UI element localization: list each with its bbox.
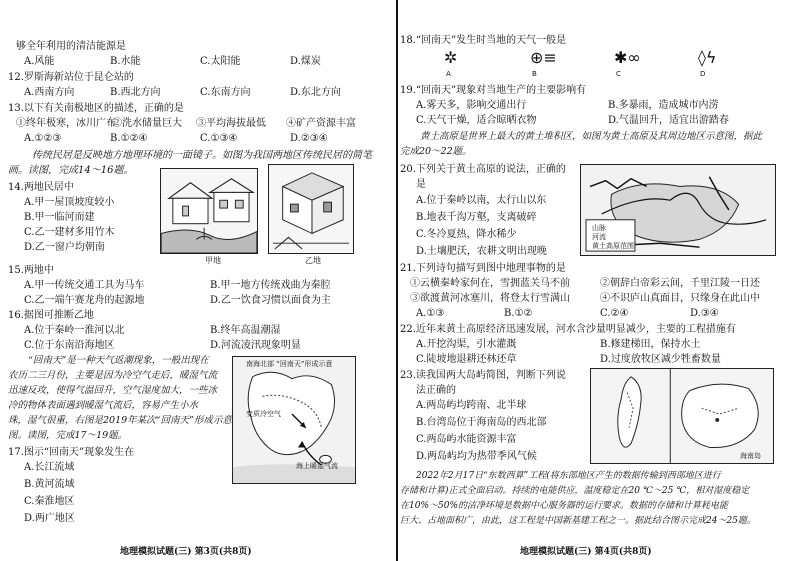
- legend-loess-extent: 黄土高原范围: [592, 242, 634, 250]
- dwelling-jia-drawing: [161, 169, 257, 253]
- q15-stem: 15.两地中: [8, 265, 54, 276]
- intro-17-line-2: 农历二三月份，主要是因为冷空气走后，暖湿气流: [8, 370, 218, 381]
- q13-option-c: C.①③④: [200, 133, 238, 144]
- snow-weather-icon: ✱∞: [614, 48, 641, 67]
- q23-option-c: C.两岛屿水能资源丰富: [416, 434, 517, 445]
- q19-option-b: B.多暴雨，造成城市内涝: [608, 100, 719, 111]
- q19-option-c: C.天气干燥，适合晾晒衣物: [416, 115, 537, 126]
- q20-stem: 20.下列关于黄土高原的说法，正确的: [400, 164, 566, 175]
- q14-option-a: A.甲一屋顶坡度较小: [24, 197, 115, 208]
- q18-option-b: B: [532, 70, 537, 78]
- q20-option-d: D.土壤肥沃，农耕文明出现晚: [416, 246, 547, 257]
- q22-option-a: A.开挖沟渠，引水灌溉: [416, 339, 517, 350]
- q13-item-4: ④矿产资源丰富: [286, 118, 356, 129]
- q14-option-d: D.乙一窗户均朝南: [24, 242, 105, 253]
- legend-rivers: 河流: [592, 233, 606, 241]
- q16-option-a: A.位于秦岭一淮河以北: [24, 325, 125, 336]
- islands-map-drawing: [591, 369, 773, 463]
- q20-stem-cont: 是: [416, 179, 426, 190]
- q23-stem: 23.读我国两大岛屿简图，判断下列说: [400, 370, 566, 381]
- left-page-footer: 地理模拟试题(三) 第3页(共8页): [120, 547, 252, 557]
- q17-option-c: C.秦淮地区: [24, 496, 75, 507]
- q21-item-2: ②朝辞白帝彩云间，千里江陵一日还: [600, 278, 760, 289]
- rain-fog-weather-icon: ⊕≡: [530, 48, 557, 67]
- q15-option-a: A.甲一传统交通工具为马车: [24, 280, 145, 291]
- q16-option-b: B.终年高温潮湿: [210, 325, 281, 336]
- q17-option-b: B.黄河流域: [24, 479, 75, 490]
- q12-option-c: C.东南方向: [200, 87, 251, 98]
- intro-17-line-4: 冷的物体表面遇到暖湿气流后，容易产生小水: [8, 400, 199, 411]
- q11-option-a: A.风能: [24, 56, 55, 67]
- q18-option-d: D: [700, 70, 706, 78]
- legend-mountains: 山脉: [592, 224, 606, 232]
- figure-caption-jia: 甲地: [205, 256, 221, 265]
- intro-17-line-3: 迅速反攻，使得气温回升，空气湿度加大，一些冰: [8, 385, 218, 396]
- q12-option-a: A.西南方向: [24, 87, 75, 98]
- q21-option-c: C.②④: [600, 308, 629, 319]
- q16-option-d: D.河流凌汛现象明显: [210, 340, 301, 351]
- intro-17-line-1: “回南天”是一种天气返潮现象，一般出现在: [28, 355, 209, 366]
- page-divider: [396, 0, 398, 561]
- q17-option-a: A.长江流域: [24, 462, 75, 473]
- q14-stem: 14.两地民居中: [8, 182, 74, 193]
- dwelling-yi-figure: [268, 164, 354, 254]
- sleet-weather-icon: ✲: [444, 48, 458, 67]
- q19-option-a: A.雾天多，影响交通出行: [416, 100, 527, 111]
- q22-option-b: B.修建梯田，保持水土: [600, 339, 701, 350]
- dwelling-jia-figure: [160, 168, 258, 254]
- q17-option-d: D.两广地区: [24, 513, 75, 524]
- q18-option-c: C: [616, 70, 621, 78]
- intro-20-line-2: 完成20～22题。: [400, 146, 472, 157]
- intro-17-line-5: 珠，湿气很重，右图是2019年某次“回南天”形成示意: [8, 415, 232, 426]
- q21-item-1: ①云横秦岭家何在，雪拥蓝关马不前: [410, 278, 570, 289]
- q23-stem-cont: 法正确的: [416, 385, 456, 396]
- q11-continuation: 够全年利用的清洁能源是: [16, 41, 126, 52]
- q22-stem: 22.近年来黄土高原经济迅速发展，河水含沙量明显减少，主要的工程措施有: [400, 324, 736, 335]
- thunderstorm-weather-icon: ◊ϟ: [698, 48, 717, 67]
- q22-option-c: C.陡坡地退耕还林还草: [416, 354, 517, 365]
- map-title-huinantian: 南海北部 “回南天”形成示意: [246, 360, 333, 368]
- q13-stem: 13.以下有关南极地区的描述，正确的是: [8, 103, 184, 114]
- q13-option-b: B.①②④: [110, 133, 148, 144]
- q15-option-c: C.乙一端午赛龙舟的起源地: [24, 295, 145, 306]
- q13-option-a: A.①②③: [24, 133, 62, 144]
- intro-24-line-1: 2022年2月17日“东数西算”工程(将东部地区产生的数据传输到西部地区进行: [416, 471, 721, 481]
- q21-item-3: ③欲渡黄河冰塞川，将登太行雪满山: [410, 293, 570, 304]
- q20-option-b: B.地表千沟万壑，支离破碎: [416, 212, 537, 223]
- q13-item-1: ①终年极寒，冰川广布: [16, 118, 116, 129]
- q23-option-d: D.两岛屿均为热带季风气候: [416, 451, 537, 462]
- q21-stem: 21.下列诗句描写到图中地理事物的是: [400, 263, 566, 274]
- q20-option-c: C.冬冷夏热，降水稀少: [416, 229, 517, 240]
- island-label-hainan: 海南岛: [740, 452, 761, 460]
- q21-option-a: A.①③: [416, 308, 445, 319]
- q19-stem: 19.“回南天”现象对当地生产的主要影响有: [400, 85, 587, 96]
- q23-option-a: A.两岛屿均跨南、北半球: [416, 400, 527, 411]
- islands-map-figure: [590, 368, 774, 464]
- intro-20-line-1: 黄土高原是世界上最大的黄土堆积区，如图为黄土高原及其周边地区示意图，据此: [420, 131, 763, 142]
- q16-option-c: C.位于东南沿海地区: [24, 340, 115, 351]
- right-page-footer: 地理模拟试题(三) 第4页(共8页): [520, 547, 652, 557]
- q21-item-4: ④不识庐山真面目，只缘身在此山中: [600, 293, 760, 304]
- q13-item-3: ③平均海拔最低: [196, 118, 266, 129]
- q13-item-2: ②洗水储量巨大: [112, 118, 182, 129]
- q23-option-b: B.台湾岛位于海南岛的西北部: [416, 417, 547, 428]
- intro-14-line-1: 传统民居是反映地方地理环境的一面镜子。如图为我国两地区传统民居的简笔: [32, 150, 372, 161]
- q12-stem: 12.罗斯海新站位于昆仑站的: [8, 72, 134, 83]
- q21-option-b: B.①②: [504, 308, 533, 319]
- dwelling-yi-drawing: [269, 165, 353, 253]
- q21-option-d: D.③④: [690, 308, 719, 319]
- q11-option-d: D.煤炭: [290, 56, 321, 67]
- q15-option-d: D.乙一饮食习惯以面食为主: [210, 295, 331, 306]
- q12-option-b: B.西北方向: [110, 87, 161, 98]
- q18-option-a: A: [446, 70, 451, 78]
- intro-24-line-4: 巨大、占地面积广，由此，这工程是中国新基建工程之一。据此结合图示完成24～25题。: [400, 516, 756, 526]
- q13-option-d: D.②③④: [290, 133, 328, 144]
- map-label-warm-air: 海上暖湿气流: [296, 462, 338, 470]
- map-label-cold-air: 变质冷空气: [246, 410, 281, 418]
- q14-option-b: B.甲一临河而建: [24, 212, 95, 223]
- q19-option-d: D.气温回升，适宜出游踏春: [608, 115, 729, 126]
- q16-stem: 16.据图可推断乙地: [8, 310, 94, 321]
- q14-option-c: C.乙一建材多用竹木: [24, 227, 115, 238]
- q11-option-b: B.水能: [110, 56, 141, 67]
- figure-caption-yi: 乙地: [305, 256, 321, 265]
- intro-24-line-2: 存储和计算)正式全面启动。持续的电能供应，温度稳定在20 ℃～25 ℃，相对湿度稳定: [400, 486, 750, 496]
- intro-14-line-2: 画。读图，完成14～16题。: [8, 165, 134, 176]
- intro-24-line-3: 在10%～50%的洁净环境是数据中心服务器的运行要求。数据的存储和计算耗电能: [400, 501, 729, 511]
- q15-option-b: B.甲一地方传统戏曲为秦腔: [210, 280, 331, 291]
- q11-option-c: C.太阳能: [200, 56, 241, 67]
- q12-option-d: D.东北方向: [290, 87, 341, 98]
- q17-stem: 17.图示“回南天”现象发生在: [8, 447, 135, 458]
- q18-stem: 18.“回南天”发生时当地的天气一般是: [400, 35, 567, 46]
- q20-option-a: A.位于秦岭以南，太行山以东: [416, 195, 547, 206]
- intro-17-line-6: 图。读图，完成17～19题。: [8, 430, 128, 441]
- q22-option-d: D.过度放牧区减少牲畜数量: [600, 354, 721, 365]
